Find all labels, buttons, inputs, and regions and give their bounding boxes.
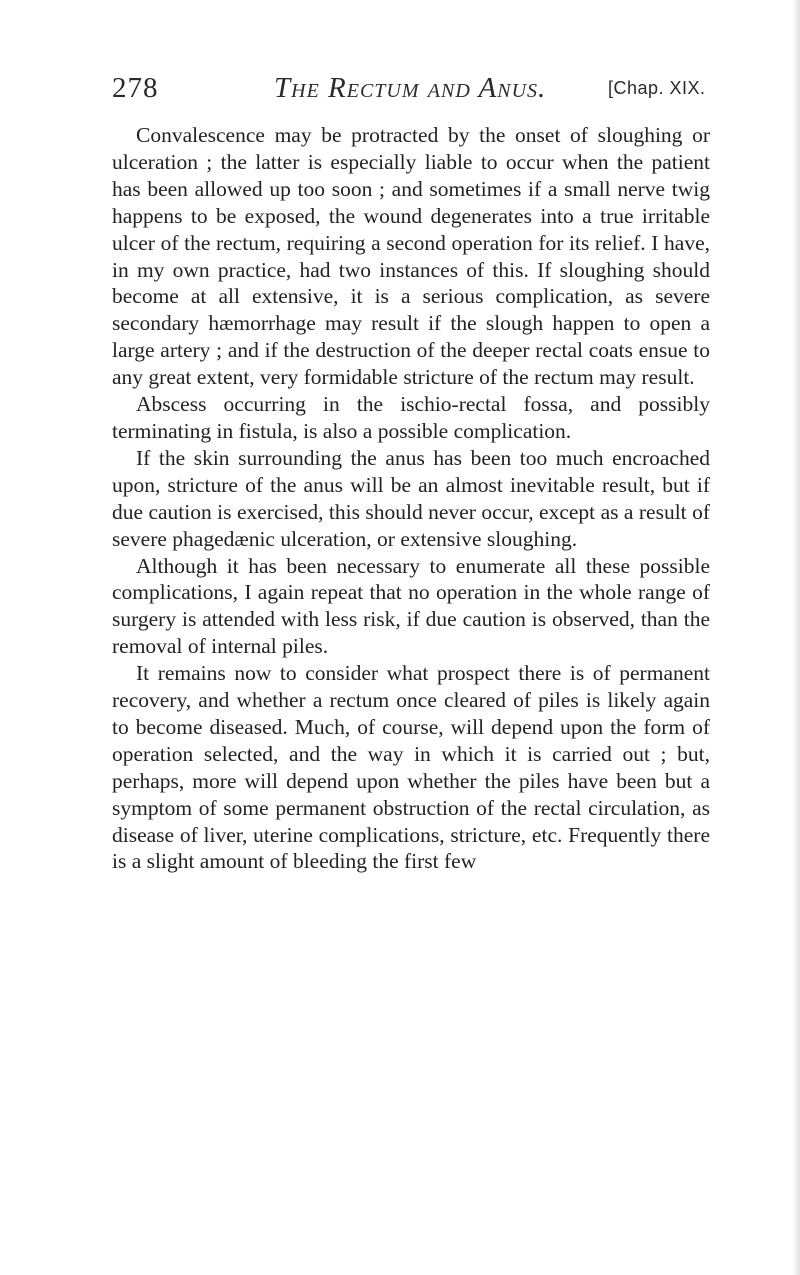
paragraph: Although it has been necessary to enumerate all these possible complications, I again repeat that no operation in the whole range of surgery is attended with less risk, if due caution is observed, than the removal of internal piles. bbox=[112, 553, 710, 659]
paragraph: It remains now to consider what prospect there is of permanent recovery, and whether a rectum once cleared of piles is likely again to become diseased. Much, of course, will depend upon the form of operation selected, and the way in which it is carried out ; but, perhaps, more will depend upon whether the piles have been but a symptom of some permanent obstruction of the rectal circulation, as disease of liver, uterine complications, stricture, etc. Frequently there is a slight amount of bleeding the first few bbox=[112, 661, 710, 874]
paragraph: If the skin surrounding the anus has been too much encroached upon, stricture of the anus will be an almost inevitable result, but if due caution is exercised, this should never occur, except as a result of severe phagedænic ulceration, or extensive sloughing. bbox=[112, 445, 710, 551]
page-number: 278 bbox=[112, 72, 159, 104]
running-title: The Rectum and Anus. bbox=[274, 72, 547, 104]
paragraph: Abscess occurring in the ischio-rectal fossa, and possibly terminating in fistula, is also a possible complication. bbox=[112, 392, 710, 443]
paragraph: Convalescence may be protracted by the onset of sloughing or ulceration ; the latter is especially liable to occur when the patient has been allowed up too soon ; and sometimes if a small nerve twig happens to be exposed, the wound degenerates into a true irritable ulcer of the rectum, requiring a second operation for its relief. I have, in my own practice, had two instances of this. If sloughing should become at all extensive, it is a serious complication, as severe secondary hæmorrhage may result if the slough happen to open a large artery ; and if the destruction of the deeper rectal coats ensue to any great extent, very formidable stricture of the rectum may result. bbox=[112, 123, 710, 390]
chapter-reference: [Chap. XIX. bbox=[608, 78, 706, 98]
page-header bbox=[112, 72, 712, 108]
page-edge-shadow bbox=[792, 0, 800, 1275]
body-text bbox=[112, 122, 710, 875]
